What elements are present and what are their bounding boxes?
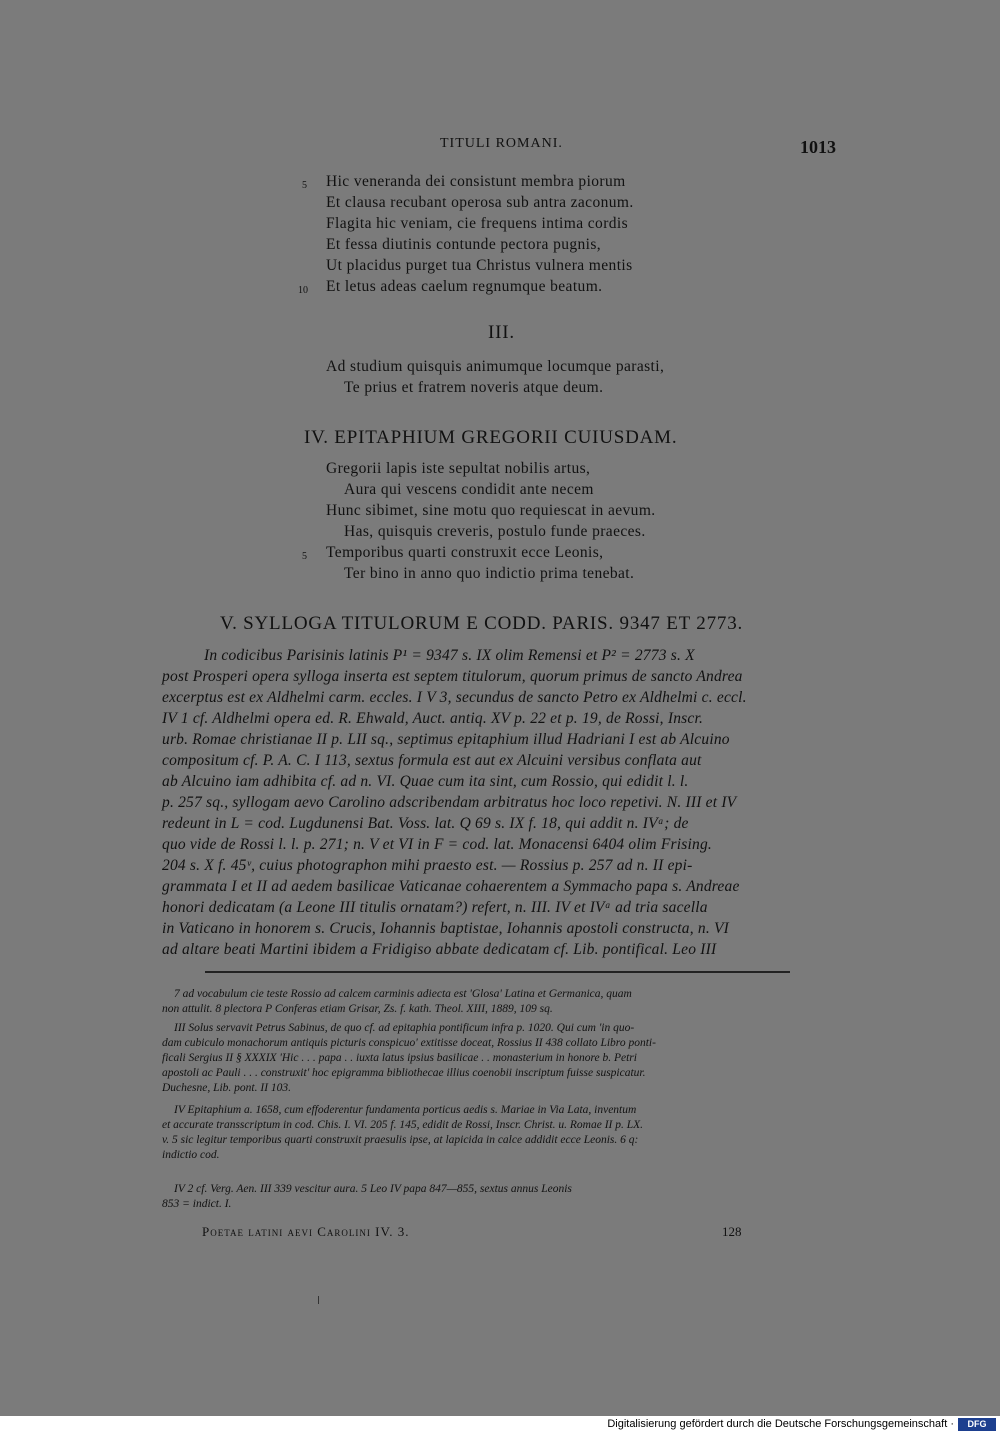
- footnote-line: indictio cod.: [162, 1149, 220, 1161]
- footnote-line: v. 5 sic legitur temporibus quarti construxit praesulis ipse, at lapicida in calce addidit ecce Leonis. 6 q:: [162, 1134, 639, 1146]
- verse-line: Ut placidus purget tua Christus vulnera mentis: [326, 257, 633, 274]
- scan-mark: [318, 1296, 319, 1304]
- verse-line: Temporibus quarti construxit ecce Leonis,: [326, 544, 604, 561]
- footnote-line: dam cubiculo monachorum antiquis picturis conspicuo' extitisse doceat, Rossius II 438 collato Libro ponti-: [162, 1037, 656, 1049]
- footnote-line: IV Epitaphium a. 1658, cum effoderentur fundamenta porticus aedis s. Mariae in Via Lata, inventum: [174, 1104, 637, 1116]
- paragraph-line: ad altare beati Martini ibidem a Fridigiso abbate dedicatam cf. Lib. pontifical. Leo III: [162, 941, 717, 958]
- verse-line: Has, quisquis creveris, postulo funde praeces.: [344, 523, 646, 540]
- paragraph-line: IV 1 cf. Aldhelmi opera ed. R. Ehwald, Auct. antiq. XV p. 22 et p. 19, de Rossi, Inscr.: [162, 710, 704, 727]
- verse-line: Te prius et fratrem noveris atque deum.: [344, 379, 604, 396]
- paragraph-line: in Vaticano in honorem s. Crucis, Iohannis baptistae, Iohannis apostoli constructa, n. VI: [162, 920, 730, 937]
- verse-line: Ter bino in anno quo indictio prima tenebat.: [344, 565, 635, 582]
- signature-mark: 128: [722, 1224, 742, 1239]
- line-number: 5: [302, 551, 307, 562]
- funding-banner: [0, 1416, 1000, 1434]
- paragraph-line: p. 257 sq., syllogam aevo Carolino adscribendam arbitratus hoc loco repetivi. N. III et IV: [162, 794, 737, 811]
- footnote-line: III Solus servavit Petrus Sabinus, de quo cf. ad epitaphia pontificum infra p. 1020. Qui cum 'in quo-: [174, 1022, 635, 1034]
- footnote-line: IV 2 cf. Verg. Aen. III 339 vescitur aura. 5 Leo IV papa 847—855, sextus annus Leonis: [174, 1183, 572, 1195]
- footnote-line: ficali Sergius II § XXXIX 'Hic . . . papa . . iuxta latus ipsius basilicae . . monasterium in honore b. Petri: [162, 1052, 637, 1064]
- verse-line: Et clausa recubant operosa sub antra zaconum.: [326, 194, 634, 211]
- paragraph-line: urb. Romae christianae II p. LII sq., septimus epitaphium illud Hadriani I est ab Alcuino: [162, 731, 730, 748]
- footnote-line: 7 ad vocabulum cie teste Rossio ad calcem carminis adiecta est 'Glosa' Latina et Germanica, quam: [174, 988, 632, 1000]
- verse-line: Flagita hic veniam, cie frequens intima cordis: [326, 215, 629, 232]
- paragraph-line: redeunt in L = cod. Lugdunensi Bat. Voss. lat. Q 69 s. IX f. 18, qui addit n. IVᵃ; de: [162, 815, 689, 832]
- verse-line: Gregorii lapis iste sepultat nobilis artus,: [326, 460, 591, 477]
- footnote-rule: [205, 971, 790, 973]
- line-number: 10: [298, 285, 308, 296]
- paragraph-line: compositum cf. P. A. C. I 113, sextus formula est aut ex Alcuini versibus conflata aut: [162, 752, 702, 769]
- page-number: 1013: [800, 137, 836, 157]
- verse-line: Hunc sibimet, sine motu quo requiescat in aevum.: [326, 502, 656, 519]
- footnote-line: Duchesne, Lib. pont. II 103.: [162, 1082, 292, 1094]
- paragraph-line: grammata I et II ad aedem basilicae Vaticanae cohaerentem a Symmacho papa s. Andreae: [162, 878, 740, 895]
- section-heading-3: III.: [488, 322, 515, 343]
- dfg-logo: DFG: [958, 1418, 996, 1431]
- section-heading-4: IV. EPITAPHIUM GREGORII CUIUSDAM.: [304, 427, 678, 448]
- banner-text: Digitalisierung gefördert durch die Deutsche Forschungsgemeinschaft ·: [607, 1418, 954, 1430]
- verse-line: Et letus adeas caelum regnumque beatum.: [326, 278, 603, 295]
- footnote-line: 853 = indict. I.: [162, 1198, 232, 1210]
- footnote-line: et accurate transscriptum in cod. Chis. I. VI. 205 f. 145, edidit de Rossi, Inscr. Christ. u. Romae II p. LX.: [162, 1119, 644, 1131]
- footnote-line: apostoli ac Pauli . . . construxit' hoc epigramma bibliothecae illius coenobii inscriptum fuisse suspicatur.: [162, 1067, 646, 1079]
- paragraph-line: ab Alcuino iam adhibita cf. ad n. VI. Quae cum ita sint, cum Rossio, qui edidit l. l.: [162, 773, 689, 790]
- paragraph-line: post Prosperi opera sylloga inserta est septem titulorum, quorum primus de sancto Andrea: [162, 668, 743, 685]
- running-header: TITULI ROMANI.: [440, 136, 563, 151]
- footnote-line: non attulit. 8 plectora P Conferas etiam Grisar, Zs. f. kath. Theol. XIII, 1889, 109 sq.: [162, 1003, 553, 1015]
- verse-line: Hic veneranda dei consistunt membra piorum: [326, 173, 626, 190]
- verse-line: Et fessa diutinis contunde pectora pugnis,: [326, 236, 602, 253]
- paragraph-line: honori dedicatam (a Leone III titulis ornatam?) refert, n. III. IV et IVᵃ ad tria sacella: [162, 899, 708, 916]
- paragraph-line: quo vide de Rossi l. l. p. 271; n. V et VI in F = cod. lat. Monacensi 6404 olim Frising.: [162, 836, 712, 853]
- paragraph-line: excerptus est ex Aldhelmi carm. eccles. I V 3, secundus de sancto Petro ex Aldhelmi c. eccl.: [162, 689, 747, 706]
- paragraph-line: In codicibus Parisinis latinis P¹ = 9347 s. IX olim Remensi et P² = 2773 s. X: [204, 647, 695, 664]
- section-heading-5: V. SYLLOGA TITULORUM E CODD. PARIS. 9347 ET 2773.: [220, 613, 744, 634]
- series-title: Poetae latini aevi Carolini IV. 3.: [202, 1224, 410, 1239]
- paragraph-line: 204 s. X f. 45ᵛ, cuius photographon mihi praesto est. — Rossius p. 257 ad n. II epi-: [162, 857, 693, 874]
- line-number: 5: [302, 180, 307, 191]
- verse-line: Aura qui vescens condidit ante necem: [344, 481, 594, 498]
- verse-line: Ad studium quisquis animumque locumque parasti,: [326, 358, 665, 375]
